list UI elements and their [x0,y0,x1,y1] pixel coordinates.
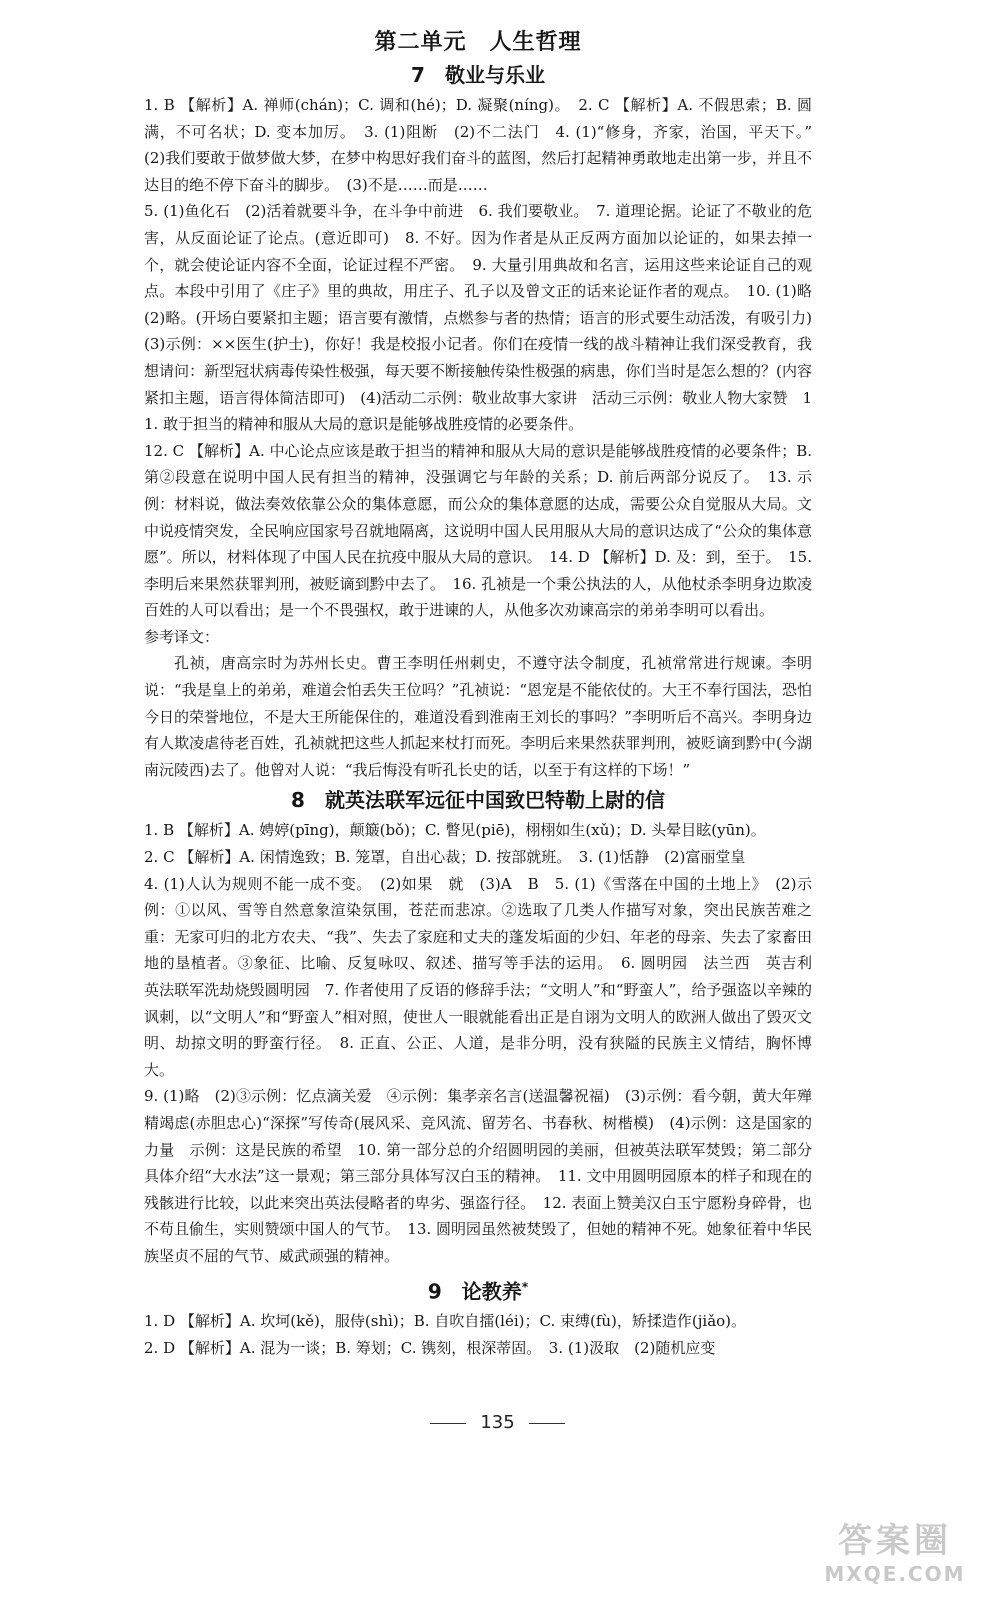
section-8 [144,785,828,1269]
section-title-text: 8 就英法联军远征中国致巴特勒上尉的信 [291,788,665,813]
translation-paragraph: 孔祯，唐高宗时为苏州长史。曹王李明任州刺史，不遵守法令制度，孔祯常常进行规谏。李明说：“我是皇上的弟弟，难道会怕丢失王位吗？”孔祯说：“恩宠是不能依仗的。大王不奉行国法，恐怕今日的荣誉地位，不是大王所能保住的，难道没看到淮南王刘长的事吗？”李明听后不高兴。李明身边有人欺凌虐待老百姓，孔祯就把这些人抓起来杖打而死。李明后来果然获罪判刑，被贬谪到黔中(今湖南沅陵西)去了。他曾对人说：“我后悔没有听孔长史的话，以至于有这样的下场！” [144,654,813,779]
answer-paragraph: 1. B 【解析】A. 禅师(chán)；C. 调和(hé)；D. 凝聚(níng)。 2. C 【解析】A. 不假思索；B. 圆满，不可名状；D. 变本加厉。 3. (1)阻断 (2)不二法门 4. (1)“修身，齐家，治国，平天下。” (2)我们要敢于做梦做大梦，在梦中构思好我们奋斗的蓝图，然后打起精神勇敢地走出第一步，并且不达目的绝不停下奋斗的脚步。 (3)不是……而是…… [144,96,828,194]
footer-dash-left [430,1423,466,1424]
section-7 [144,60,828,783]
answer-paragraph: 2. D 【解析】A. 混为一谈；B. 筹划；C. 镌刻，根深蒂固。 3. (1)汲取 (2)随机应变 [144,1338,716,1357]
page-footer [0,1412,995,1433]
answer-paragraph: 5. (1)鱼化石 (2)活着就要斗争，在斗争中前进 6. 我们要敬业。 7. 道理论据。论证了不敬业的危害，从反面论证了论点。(意近即可) 8. 不好。因为作者是从正反两方面加以论证的，如果去掉一个，就会使论证内容不全面，论证过程不严密。 9. 大量引用典故和名言，运用这些来论证自己的观点。本段中引用了《庄子》里的典故，用庄子、孔子以及曾文正的话来论证作者的观点。 10. (1)略 (2)略。(开场白要紧扣主题；语言要有激情，点燃参与者的热情；语言的形式要生动活泼，有吸引力) (3)示例：××医生(护士)，你好！我是校报小记者。你们在疫情一线的战斗精神让我们深受教育，我想请问：新型冠状病毒传染性极强，每天要不断接触传染性极强的病患，你们当时是怎么想的？(内容紧扣主题，语言得体简洁即可) (4)活动二示例：敬业故事大家讲 活动三示例：敬业人物大家赞 11. 敢于担当的精神和服从大局的意识是能够战胜疫情的必要条件。 [144,202,828,434]
answer-paragraph: 1. B 【解析】A. 娉婷(pīng)，颠簸(bǒ)；C. 瞥见(piē)，栩栩如生(xǔ)；D. 头晕目眩(yūn)。 [144,821,766,840]
answer-paragraph: 12. C 【解析】A. 中心论点应该是敢于担当的精神和服从大局的意识是能够战胜疫情的必要条件；B. 第②段意在说明中国人民有担当的精神，没强调它与年龄的关系；D. 前后两部分说反了。 13. 示例：材料说，做法奏效依靠公众的集体意愿，而公众的集体意愿的达成，需要公众自觉服从大局。文中说疫情突发，全民响应国家号召就地隔离，这说明中国人民用服从大局的意识达成了“公众的集体意愿”。所以，材料体现了中国人民在抗疫中服从大局的意识。 14. D 【解析】D. 及：到，至于。 15. 李明后来果然获罪判刑，被贬谪到黔中去了。 16. 孔祯是一个秉公执法的人，从他杖杀李明身边欺凌百姓的人可以看出；是一个不畏强权，敢于进谏的人，从他多次劝谏高宗的弟弟李明可以看出。 [144,441,812,620]
translation-heading: 参考译文： [144,627,220,646]
answer-page [144,28,828,1361]
optional-marker: * [521,1279,529,1294]
answer-paragraph: 2. C 【解析】A. 闲情逸致；B. 笼罩，自出心裁；D. 按部就班。 3. (1)恬静 (2)富丽堂皇 [144,848,746,867]
watermark-logo [805,1520,985,1592]
section-9 [144,1272,812,1362]
answer-paragraph: 4. (1)人认为规则不能一成不变。 (2)如果 就 (3)A B 5. (1)《雪落在中国的土地上》 (2)示例：①以风、雪等自然意象渲染氛围，苍茫而悲凉。②选取了几类人作描写对象，突出民族苦难之重：无家可归的北方农夫、“我”、失去了家庭和丈夫的蓬发垢面的少妇、年老的母亲、失去了家畜田地的垦植者。③象征、比喻、反复咏叹、叙述、描写等手法的运用。 6. 圆明园 法兰西 英吉利 英法联军洗劫烧毁圆明园 7. 作者使用了反语的修辞手法；“文明人”和“野蛮人”，给予强盗以辛辣的讽刺，以“文明人”和“野蛮人”相对照，使世人一眼就能看出正是自诩为文明人的欧洲人做出了毁灭文明、劫掠文明的野蛮行径。 8. 正直、公正、人道，是非分明，没有狭隘的民族主义情结，胸怀博大。 [144,874,828,1079]
answer-paragraph: 9. (1)略 (2)③示例：忆点滴关爱 ④示例：集孝亲名言(送温馨祝福) (3)示例：看今朝，黄大年殚精竭虑(赤胆忠心)“深探”写传奇(展风采、竞风流、留芳名、书春秋、树楷模) (4)示例：这是国家的力量 示例：这是民族的希望 10. 第一部分总的介绍圆明园的美丽，但被英法联军焚毁；第二部分具体介绍“大水法”这一景观；第三部分具体写汉白玉的精神。 11. 文中用圆明园原本的样子和现在的残骸进行比较，以此来突出英法侵略者的卑劣、强盗行径。 12. 表面上赞美汉白玉宁愿粉身碎骨，也不苟且偷生，实则赞颂中国人的气节。 13. 圆明园虽然被焚毁了，但她的精神不死。她象征着中华民族坚贞不屈的气节、威武顽强的精神。 [144,1087,812,1265]
section-title [144,785,812,815]
unit-title: 第二单元 人生哲理 [374,30,582,55]
page-number: 135 [480,1412,515,1433]
answer-paragraph: 1. D 【解析】A. 坎坷(kě)，服侍(shì)；B. 自吹自擂(léi)；C. 束缚(fù)，矫揉造作(jiǎo)。 [144,1312,747,1331]
watermark-top: 答案圈 [838,1521,952,1561]
section-title-text: 7 敬业与乐业 [411,63,545,87]
section-title [144,1272,812,1307]
watermark-bottom: MXQE.COM [824,1562,966,1586]
section-title-text: 9 论教养 [427,1279,522,1304]
section-title [144,60,812,90]
footer-dash-right [529,1423,565,1424]
